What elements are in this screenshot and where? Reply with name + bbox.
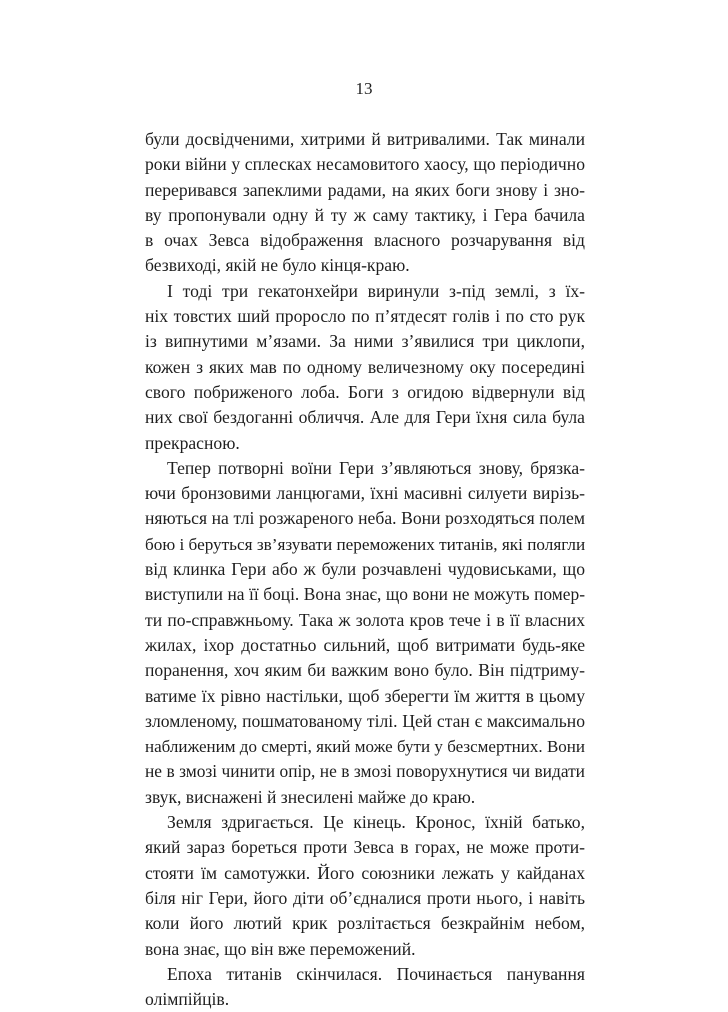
text-line: виступили на її боці. Вона знає, що вони не можуть помер- (145, 584, 585, 605)
text-line: прекрасною. (145, 432, 240, 453)
text-line: коли його лютий крик розлітається безкрайнім небом, (145, 913, 585, 934)
text-line: няються на тлі розжареного неба. Вони розходяться полем (145, 508, 585, 529)
text-line: звук, виснажені й знесилені майже до краю. (145, 786, 476, 807)
text-line: були досвідченими, хитрими й витривалими. Так минали (145, 129, 585, 149)
text-line: від клинка Гери або ж були розчавлені чудовиськами, що (145, 559, 585, 580)
text-line: І тоді три гекатонхейри виринули з-під землі, з їх- (167, 280, 585, 301)
body-text (145, 127, 585, 1012)
text-line: ніх товстих ший проросло по п’ятдесят голів і по сто рук (145, 306, 585, 327)
text-line: зломленому, пошматованому тілі. Цей стан є максимально (145, 710, 585, 731)
text-line: поранення, хоч яким би важким воно було. Він підтриму- (145, 660, 585, 681)
text-line: ву пропонували одну й ту ж саму тактику, і Гера бачила (145, 204, 585, 225)
text-line: в очах Зевса відображення власного розчарування від (145, 230, 585, 251)
text-line: ватиме їх рівно настільки, щоб зберегти їм життя в цьому (145, 685, 585, 706)
text-line: вона знає, що він вже переможений. (145, 938, 416, 959)
text-line: із випнутими м’язами. За ними з’явилися три циклопи, (145, 331, 585, 352)
text-line: безвиході, якій не було кінця-краю. (145, 255, 410, 276)
text-line: який зараз бореться проти Зевса в горах, не може проти- (145, 837, 585, 858)
text-line: Земля здригається. Це кінець. Кронос, їхній батько, (167, 812, 585, 833)
text-line: не в змозі чинити опір, не в змозі поворухнутися чи видати (145, 761, 585, 782)
text-line: переривався запеклими радами, на яких боги знову і зно- (145, 179, 585, 200)
text-line: Епоха титанів скінчилася. Починається панування (167, 963, 585, 984)
text-line: них свої бездоганні обличчя. Але для Гери їхня сила була (145, 407, 585, 428)
page-number: 13 (355, 79, 373, 98)
text-line: олімпійців. (145, 989, 230, 1010)
text-line: ючи бронзовими ланцюгами, їхні масивні силуети вирізь- (145, 483, 585, 504)
text-line: стояти їм самотужки. Його союзники лежать у кайданах (145, 862, 585, 883)
text-line: роки війни у сплесках несамовитого хаосу, що періодично (145, 154, 585, 175)
text-line: Тепер потворні воїни Гери з’являються знову, брязка- (167, 457, 585, 478)
text-line: жилах, іхор достатньо сильний, щоб витримати будь-яке (145, 634, 585, 655)
text-line: наближеним до смерті, який може бути у безсмертних. Вони (145, 737, 585, 757)
text-line: свого побриженого лоба. Боги з огидою відвернули від (145, 381, 585, 402)
text-line: ти по-справжньому. Така ж золота кров тече і в її власних (145, 609, 585, 630)
text-line: бою і беруться зв’язувати переможених титанів, які полягли (145, 534, 586, 554)
text-line: біля ніг Гери, його діти об’єдналися проти нього, і навіть (145, 887, 585, 908)
text-line: кожен з яких мав по одному величезному оку посередині (145, 356, 585, 377)
